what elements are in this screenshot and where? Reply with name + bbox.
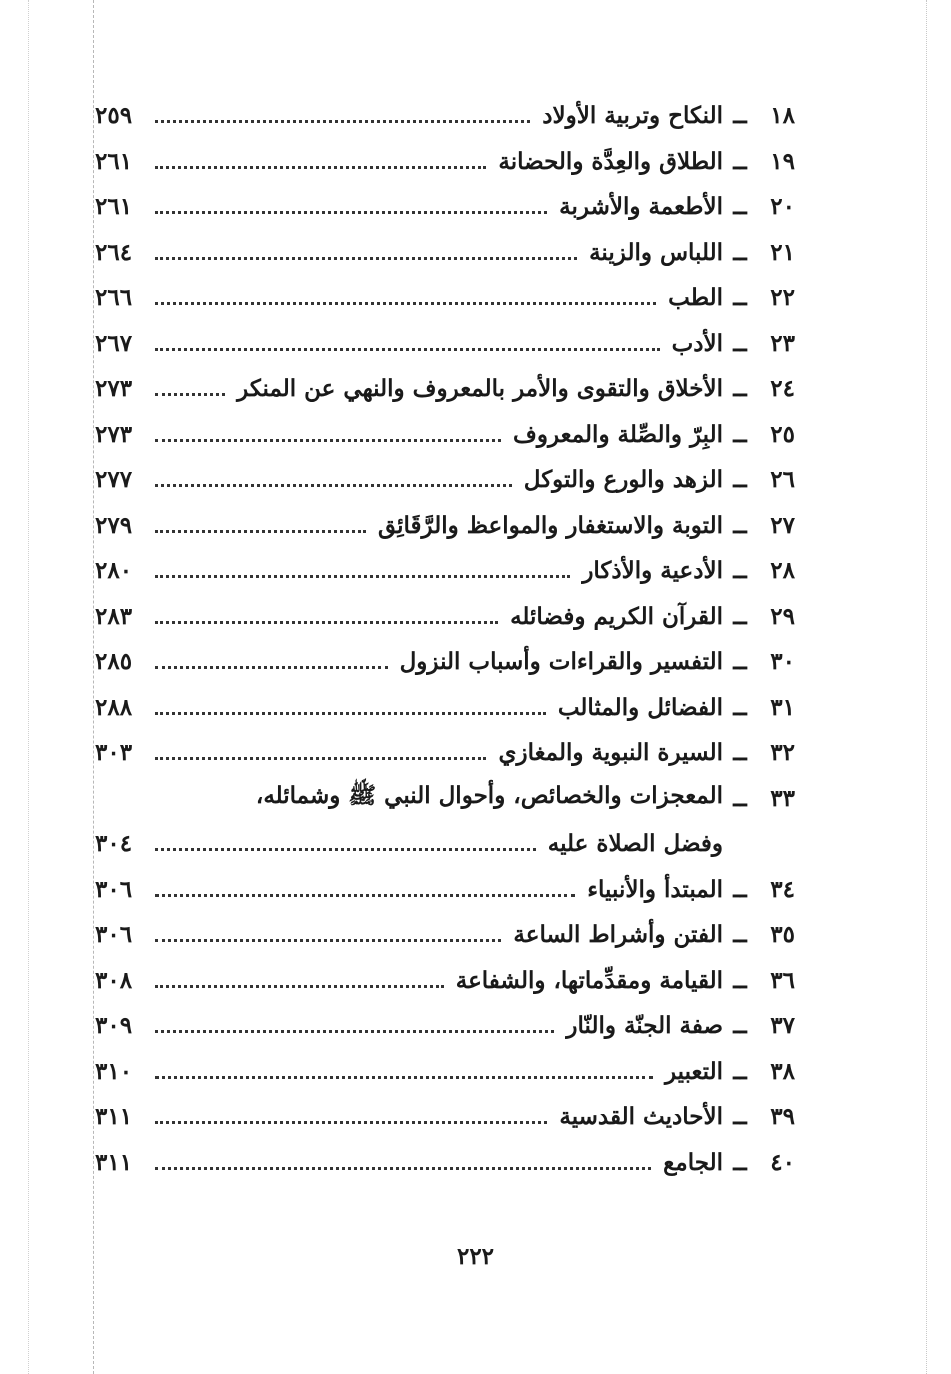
dot-leader	[155, 211, 547, 214]
dot-leader	[155, 757, 486, 760]
entry-title: التعبير	[664, 1057, 723, 1085]
dot-leader	[155, 257, 577, 260]
toc-entry	[95, 867, 795, 913]
entry-title: الأطعمة والأشربة	[559, 193, 723, 221]
dot-leader	[155, 439, 501, 442]
dot-leader	[155, 894, 575, 897]
entry-number: ٣٧	[770, 1012, 795, 1040]
toc-entry	[95, 594, 795, 640]
entry-dash: ــ	[733, 648, 747, 676]
entry-title: البِرّ والصِّلة والمعروف	[513, 420, 723, 448]
entry-number: ١٨	[770, 102, 795, 130]
entry-page: ٢٥٩	[95, 102, 133, 130]
entry-dash: ــ	[733, 284, 747, 312]
entry-title: الطلاق والعِدَّة والحضانة	[498, 147, 723, 175]
entry-dash: ــ	[733, 420, 747, 448]
entry-title: السيرة النبوية والمغازي	[498, 739, 723, 767]
table-of-contents	[95, 93, 795, 1185]
toc-entry	[95, 366, 795, 412]
entry-number: ٢٨	[770, 557, 795, 585]
entry-number: ٣٥	[770, 921, 795, 949]
toc-entry	[95, 412, 795, 458]
entry-page: ٢٧٣	[95, 375, 133, 403]
dot-leader	[155, 1030, 554, 1033]
entry-title: القيامة ومقدِّماتها، والشفاعة	[455, 966, 723, 994]
toc-entry	[95, 503, 795, 549]
entry-page: ٣٠٣	[95, 739, 133, 767]
dot-leader	[155, 1076, 653, 1079]
entry-page: ٢٧٣	[95, 420, 133, 448]
entry-number: ٢٥	[770, 420, 795, 448]
entry-dash: ــ	[733, 966, 747, 994]
entry-page: ٣٠٨	[95, 966, 133, 994]
entry-title: اللباس والزينة	[589, 238, 723, 266]
entry-dash: ــ	[733, 1057, 747, 1085]
toc-entry	[95, 548, 795, 594]
scan-margin-line-left	[93, 0, 94, 1374]
toc-entry	[95, 457, 795, 503]
toc-entry	[95, 639, 795, 685]
entry-title-line2: وفضل الصلاة عليه	[547, 830, 723, 858]
entry-title: الفضائل والمثالب	[557, 693, 723, 721]
entry-number: ٢٢	[770, 284, 795, 312]
entry-title: الطب	[668, 284, 723, 312]
entry-dash: ــ	[733, 329, 747, 357]
toc-entry	[95, 685, 795, 731]
entry-page: ٢٨٣	[95, 602, 133, 630]
entry-dash: ــ	[733, 1012, 747, 1040]
entry-dash: ــ	[733, 375, 747, 403]
entry-page: ٢٦٧	[95, 329, 133, 357]
entry-number: ٣٣	[770, 784, 795, 812]
entry-number: ٣٠	[770, 648, 795, 676]
dot-leader	[155, 120, 530, 123]
entry-dash: ــ	[733, 1103, 747, 1131]
entry-dash: ــ	[733, 921, 747, 949]
entry-page: ٢٦١	[95, 193, 133, 221]
entry-number: ٤٠	[770, 1148, 795, 1176]
entry-title: المبتدأ والأنبياء	[587, 875, 723, 903]
toc-entry	[95, 93, 795, 139]
entry-page: ٣١١	[95, 1103, 133, 1131]
entry-page: ٢٦١	[95, 147, 133, 175]
entry-dash: ــ	[733, 102, 747, 130]
toc-entry	[95, 730, 795, 776]
dot-leader	[155, 985, 444, 988]
entry-page: ٢٨٨	[95, 693, 133, 721]
dot-leader	[155, 393, 225, 396]
entry-dash: ــ	[733, 557, 747, 585]
dot-leader	[155, 1167, 651, 1170]
entry-page: ٢٨٠	[95, 557, 133, 585]
dot-leader	[155, 348, 660, 351]
toc-entry	[95, 1094, 795, 1140]
entry-dash: ــ	[733, 739, 747, 767]
entry-number: ٣٩	[770, 1103, 795, 1131]
toc-entry	[95, 184, 795, 230]
entry-dash: ــ	[733, 693, 747, 721]
dot-leader	[155, 848, 536, 851]
toc-entry	[95, 275, 795, 321]
entry-number: ١٩	[770, 147, 795, 175]
dot-leader	[155, 1121, 547, 1124]
entry-number: ٣٨	[770, 1057, 795, 1085]
entry-dash: ــ	[733, 511, 747, 539]
entry-number: ٢٦	[770, 466, 795, 494]
dot-leader	[155, 621, 498, 624]
entry-page: ٣٠٩	[95, 1012, 133, 1040]
entry-title: الفتن وأشراط الساعة	[513, 921, 723, 949]
entry-title: الأخلاق والتقوى والأمر بالمعروف والنهي عن المنكر	[237, 375, 723, 403]
entry-page: ٣٠٦	[95, 921, 133, 949]
toc-entry	[95, 1003, 795, 1049]
entry-title: صفة الجنّة والنّار	[566, 1012, 723, 1040]
dot-leader	[155, 666, 388, 669]
entry-dash: ــ	[733, 1148, 747, 1176]
toc-entry	[95, 1140, 795, 1186]
dot-leader	[155, 484, 512, 487]
entry-title: الأدب	[671, 329, 723, 357]
entry-number: ٢١	[770, 238, 795, 266]
toc-entry	[95, 1049, 795, 1095]
dot-leader	[155, 712, 546, 715]
entry-dash: ــ	[733, 466, 747, 494]
entry-dash: ــ	[733, 875, 747, 903]
entry-number: ٣٢	[770, 739, 795, 767]
entry-title: الأحاديث القدسية	[559, 1103, 723, 1131]
entry-dash: ــ	[733, 193, 747, 221]
entry-dash: ــ	[733, 147, 747, 175]
dot-leader	[155, 939, 501, 942]
entry-page: ٢٧٧	[95, 466, 133, 494]
entry-number: ٣٤	[770, 875, 795, 903]
entry-title: النكاح وتربية الأولاد	[542, 102, 723, 130]
page-number: ٢٢٢	[456, 1243, 495, 1270]
toc-entry-continuation	[95, 821, 795, 867]
entry-title: الجامع	[663, 1148, 723, 1176]
toc-entry	[95, 139, 795, 185]
toc-entry	[95, 912, 795, 958]
entry-page: ٣٠٦	[95, 875, 133, 903]
entry-page: ٢٨٥	[95, 648, 133, 676]
entry-number: ٢٩	[770, 602, 795, 630]
entry-page: ٣٠٤	[95, 830, 133, 858]
entry-number: ٣٦	[770, 966, 795, 994]
entry-title: التوبة والاستغفار والمواعظ والرَّقَائِق	[377, 511, 723, 539]
entry-page: ٣١٠	[95, 1057, 133, 1085]
entry-title: القرآن الكريم وفضائله	[510, 602, 723, 630]
entry-number: ٢٣	[770, 329, 795, 357]
entry-title: الزهد والورع والتوكل	[523, 466, 723, 494]
toc-entry	[95, 230, 795, 276]
entry-title: المعجزات والخصائص، وأحوال النبي ﷺ وشمائله،	[255, 782, 723, 810]
entry-number: ٢٤	[770, 375, 795, 403]
entry-dash: ــ	[733, 784, 747, 812]
scan-margin-line-right	[926, 0, 927, 1374]
dot-leader	[155, 530, 366, 533]
toc-entry	[95, 958, 795, 1004]
entry-dash: ــ	[733, 238, 747, 266]
entry-dash: ــ	[733, 602, 747, 630]
entry-page: ٢٦٤	[95, 238, 133, 266]
entry-title: التفسير والقراءات وأسباب النزول	[399, 648, 723, 676]
toc-entry	[95, 321, 795, 367]
entry-page: ٢٦٦	[95, 284, 133, 312]
entry-page: ٢٧٩	[95, 511, 133, 539]
toc-entry	[95, 776, 795, 822]
entry-page: ٣١١	[95, 1148, 133, 1176]
dot-leader	[155, 302, 656, 305]
entry-number: ٢٠	[770, 193, 795, 221]
dot-leader	[155, 166, 486, 169]
entry-number: ٢٧	[770, 511, 795, 539]
dot-leader	[155, 575, 570, 578]
entry-title: الأدعية والأذكار	[582, 557, 723, 585]
entry-number: ٣١	[770, 693, 795, 721]
scan-margin-line-outer	[28, 0, 29, 1374]
